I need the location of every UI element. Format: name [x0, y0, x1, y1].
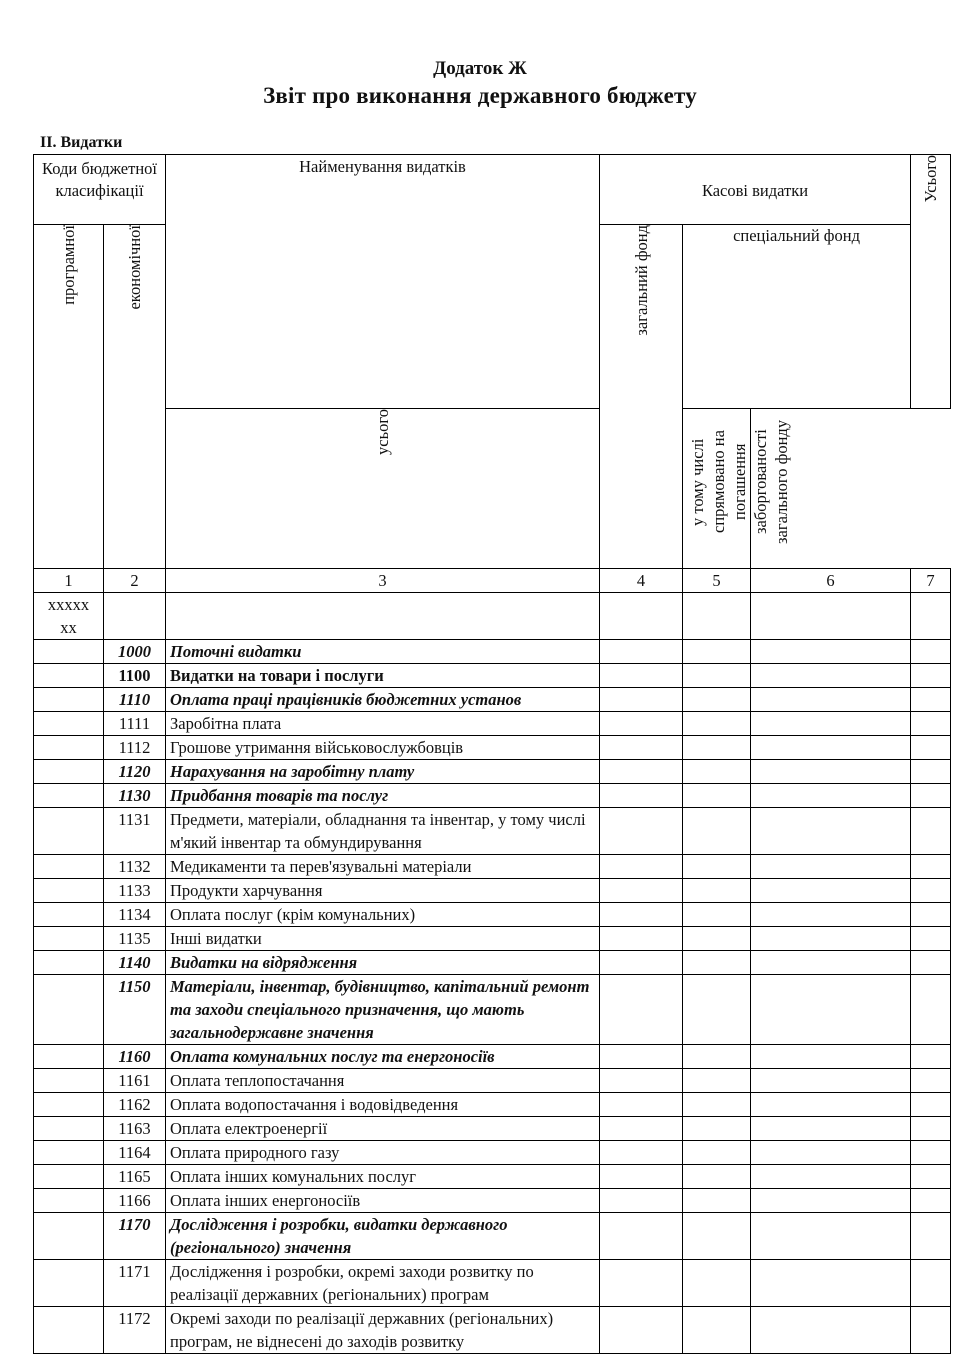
header-codes: Коди бюджетної класифікації — [34, 155, 166, 225]
table-row — [34, 927, 951, 951]
general-fund-cell — [600, 1260, 683, 1307]
special-total-cell — [683, 1093, 751, 1117]
program-code-cell — [34, 927, 104, 951]
general-fund-cell — [600, 784, 683, 808]
table-row — [34, 855, 951, 879]
expense-name-cell: Окремі заходи по реалізації державних (регіональних) програм, не віднесені до заходів розвитку — [166, 1307, 600, 1354]
special-total-cell — [683, 760, 751, 784]
general-fund-cell — [600, 593, 683, 640]
grand-total-cell — [911, 927, 951, 951]
header-special-fund: спеціальний фонд — [683, 225, 911, 409]
table-row — [34, 593, 951, 640]
expense-name-cell: Оплата послуг (крім комунальних) — [166, 903, 600, 927]
general-fund-cell — [600, 879, 683, 903]
expense-name-cell: Оплата природного газу — [166, 1141, 600, 1165]
economic-code-cell: 1150 — [104, 975, 166, 1045]
special-total-cell — [683, 1165, 751, 1189]
special-total-cell — [683, 784, 751, 808]
header-program: програмної — [59, 225, 78, 305]
economic-code-cell: 1133 — [104, 879, 166, 903]
special-debt-cell — [751, 855, 911, 879]
expense-name-cell: Придбання товарів та послуг — [166, 784, 600, 808]
program-code-cell — [34, 975, 104, 1045]
expense-name-cell: Оплата праці працівників бюджетних установ — [166, 688, 600, 712]
table-row — [34, 1045, 951, 1069]
general-fund-cell — [600, 951, 683, 975]
program-code-cell — [34, 688, 104, 712]
program-code-cell — [34, 903, 104, 927]
header-total-cell — [166, 409, 600, 569]
program-code-cell — [34, 1260, 104, 1307]
program-code-cell — [34, 1307, 104, 1354]
economic-code-cell: 1163 — [104, 1117, 166, 1141]
table-row — [34, 1213, 951, 1260]
table-row — [34, 903, 951, 927]
general-fund-cell — [600, 1117, 683, 1141]
program-code-cell — [34, 879, 104, 903]
special-debt-cell — [751, 927, 911, 951]
special-total-cell — [683, 903, 751, 927]
special-debt-cell — [751, 664, 911, 688]
program-code-cell — [34, 640, 104, 664]
col-number: 7 — [911, 569, 951, 593]
program-code-cell — [34, 1093, 104, 1117]
expense-name-cell: Інші видатки — [166, 927, 600, 951]
special-debt-cell — [751, 760, 911, 784]
expense-name-cell: Поточні видатки — [166, 640, 600, 664]
grand-total-cell — [911, 1307, 951, 1354]
col-number: 3 — [166, 569, 600, 593]
table-row — [34, 784, 951, 808]
general-fund-cell — [600, 1307, 683, 1354]
economic-code-cell: 1130 — [104, 784, 166, 808]
expense-name-cell: Оплата інших комунальних послуг — [166, 1165, 600, 1189]
special-total-cell — [683, 1213, 751, 1260]
grand-total-cell — [911, 712, 951, 736]
table-row — [34, 808, 951, 855]
program-code-cell — [34, 855, 104, 879]
special-debt-cell — [751, 1117, 911, 1141]
col-number: 5 — [683, 569, 751, 593]
header-total: усього — [373, 409, 392, 455]
economic-code-cell — [104, 593, 166, 640]
header-program-cell — [34, 225, 104, 569]
special-debt-cell — [751, 688, 911, 712]
program-code-cell — [34, 1189, 104, 1213]
program-code-cell — [34, 784, 104, 808]
special-total-cell — [683, 1189, 751, 1213]
special-debt-cell — [751, 1141, 911, 1165]
special-total-cell — [683, 1045, 751, 1069]
program-code-cell — [34, 808, 104, 855]
grand-total-cell — [911, 903, 951, 927]
special-debt-cell — [751, 808, 911, 855]
special-total-cell — [683, 1117, 751, 1141]
header-grand-total-cell — [911, 155, 951, 409]
expense-name-cell: Видатки на товари і послуги — [166, 664, 600, 688]
table-row — [34, 1260, 951, 1307]
special-total-cell — [683, 855, 751, 879]
special-debt-cell — [751, 1260, 911, 1307]
expense-name-cell: Оплата теплопостачання — [166, 1069, 600, 1093]
special-debt-cell — [751, 975, 911, 1045]
program-code-cell — [34, 712, 104, 736]
general-fund-cell — [600, 1213, 683, 1260]
expense-name-cell: Видатки на відрядження — [166, 951, 600, 975]
general-fund-cell — [600, 903, 683, 927]
table-row — [34, 712, 951, 736]
special-debt-cell — [751, 640, 911, 664]
general-fund-cell — [600, 1165, 683, 1189]
table-row — [34, 1165, 951, 1189]
header-cash: Касові видатки — [600, 155, 911, 225]
table-row — [34, 640, 951, 664]
program-code-cell — [34, 664, 104, 688]
general-fund-cell — [600, 664, 683, 688]
grand-total-cell — [911, 640, 951, 664]
economic-code-cell: 1162 — [104, 1093, 166, 1117]
economic-code-cell: 1111 — [104, 712, 166, 736]
special-total-cell — [683, 736, 751, 760]
special-total-cell — [683, 688, 751, 712]
special-total-cell — [683, 664, 751, 688]
general-fund-cell — [600, 640, 683, 664]
general-fund-cell — [600, 1093, 683, 1117]
expense-name-cell: Оплата інших енергоносіїв — [166, 1189, 600, 1213]
special-total-cell — [683, 640, 751, 664]
economic-code-cell: 1161 — [104, 1069, 166, 1093]
expense-name-cell: Продукти харчування — [166, 879, 600, 903]
expense-name-cell: Дослідження і розробки, видатки державного (регіонального) значення — [166, 1213, 600, 1260]
table-row — [34, 1307, 951, 1354]
special-total-cell — [683, 1260, 751, 1307]
economic-code-cell: 1112 — [104, 736, 166, 760]
general-fund-cell — [600, 927, 683, 951]
expenditure-table — [33, 154, 951, 1354]
table-row — [34, 1069, 951, 1093]
program-code-cell — [34, 1213, 104, 1260]
general-fund-cell — [600, 1069, 683, 1093]
program-code-cell — [34, 1045, 104, 1069]
economic-code-cell: 1166 — [104, 1189, 166, 1213]
table-row — [34, 1117, 951, 1141]
special-debt-cell — [751, 1069, 911, 1093]
special-debt-cell — [751, 903, 911, 927]
header-economic-cell — [104, 225, 166, 569]
grand-total-cell — [911, 855, 951, 879]
header-general-fund: загальний фонд — [631, 225, 651, 336]
general-fund-cell — [600, 808, 683, 855]
economic-code-cell: 1132 — [104, 855, 166, 879]
program-code-cell — [34, 1069, 104, 1093]
special-total-cell — [683, 1307, 751, 1354]
grand-total-cell — [911, 736, 951, 760]
expense-name-cell: Матеріали, інвентар, будівництво, капітальний ремонт та заходи спеціального призначення, що мають загальнодержавне значення — [166, 975, 600, 1045]
economic-code-cell: 1100 — [104, 664, 166, 688]
page-title: Звіт про виконання державного бюджету — [263, 83, 697, 108]
economic-code-cell: 1134 — [104, 903, 166, 927]
grand-total-cell — [911, 808, 951, 855]
header-economic: економічної — [125, 225, 144, 310]
table-row — [34, 760, 951, 784]
economic-code-cell: 1172 — [104, 1307, 166, 1354]
program-code-cell — [34, 1117, 104, 1141]
economic-code-cell: 1165 — [104, 1165, 166, 1189]
special-total-cell — [683, 879, 751, 903]
expense-name-cell: Дослідження і розробки, окремі заходи розвитку по реалізації державних (регіональних) програм — [166, 1260, 600, 1307]
header-special-incl-cell — [683, 409, 791, 569]
expense-name-cell: Медикаменти та перев'язувальні матеріали — [166, 855, 600, 879]
special-debt-cell — [751, 712, 911, 736]
header-general-fund-cell — [600, 225, 683, 569]
special-total-cell — [683, 975, 751, 1045]
special-total-cell — [683, 927, 751, 951]
table-row — [34, 688, 951, 712]
special-debt-cell — [751, 1213, 911, 1260]
special-debt-cell — [751, 1093, 911, 1117]
general-fund-cell — [600, 760, 683, 784]
expense-name-cell: Оплата електроенергії — [166, 1117, 600, 1141]
expense-name-cell — [166, 593, 600, 640]
table-row — [34, 951, 951, 975]
grand-total-cell — [911, 1045, 951, 1069]
general-fund-cell — [600, 1045, 683, 1069]
grand-total-cell — [911, 1260, 951, 1307]
economic-code-cell: 1160 — [104, 1045, 166, 1069]
table-row — [34, 1141, 951, 1165]
special-total-cell — [683, 1069, 751, 1093]
general-fund-cell — [600, 975, 683, 1045]
table-row — [34, 664, 951, 688]
col-number: 6 — [751, 569, 911, 593]
special-debt-cell — [751, 951, 911, 975]
table-row — [34, 1189, 951, 1213]
expense-name-cell: Нарахування на заробітну плату — [166, 760, 600, 784]
grand-total-cell — [911, 593, 951, 640]
table-row — [34, 1093, 951, 1117]
general-fund-cell — [600, 1141, 683, 1165]
table-row — [34, 879, 951, 903]
special-debt-cell — [751, 784, 911, 808]
header-special-incl: у тому числі спрямовано на погашення заборгованості загального фонду — [688, 419, 791, 545]
special-debt-cell — [751, 1165, 911, 1189]
economic-code-cell: 1164 — [104, 1141, 166, 1165]
general-fund-cell — [600, 688, 683, 712]
general-fund-cell — [600, 712, 683, 736]
general-fund-cell — [600, 736, 683, 760]
expense-name-cell: Грошове утримання військовослужбовців — [166, 736, 600, 760]
col-number: 2 — [104, 569, 166, 593]
header-grand-total: Усього — [921, 155, 941, 203]
special-total-cell — [683, 951, 751, 975]
program-code-cell — [34, 1165, 104, 1189]
col-number: 4 — [600, 569, 683, 593]
grand-total-cell — [911, 760, 951, 784]
general-fund-cell — [600, 1189, 683, 1213]
economic-code-cell: 1120 — [104, 760, 166, 784]
program-code-cell — [34, 736, 104, 760]
economic-code-cell: 1135 — [104, 927, 166, 951]
special-debt-cell — [751, 1307, 911, 1354]
grand-total-cell — [911, 1117, 951, 1141]
grand-total-cell — [911, 975, 951, 1045]
special-total-cell — [683, 593, 751, 640]
special-debt-cell — [751, 593, 911, 640]
grand-total-cell — [911, 784, 951, 808]
program-code-cell — [34, 951, 104, 975]
program-code-cell: ххххх хх — [34, 593, 104, 640]
table-row — [34, 736, 951, 760]
general-fund-cell — [600, 855, 683, 879]
economic-code-cell: 1000 — [104, 640, 166, 664]
grand-total-cell — [911, 1213, 951, 1260]
grand-total-cell — [911, 1141, 951, 1165]
economic-code-cell: 1131 — [104, 808, 166, 855]
economic-code-cell: 1171 — [104, 1260, 166, 1307]
special-debt-cell — [751, 1045, 911, 1069]
economic-code-cell: 1170 — [104, 1213, 166, 1260]
grand-total-cell — [911, 688, 951, 712]
program-code-cell — [34, 1141, 104, 1165]
expense-name-cell: Оплата водопостачання і водовідведення — [166, 1093, 600, 1117]
expense-name-cell: Предмети, матеріали, обладнання та інвентар, у тому числі м'який інвентар та обмундирування — [166, 808, 600, 855]
expense-name-cell: Заробітна плата — [166, 712, 600, 736]
grand-total-cell — [911, 951, 951, 975]
special-total-cell — [683, 712, 751, 736]
grand-total-cell — [911, 1165, 951, 1189]
grand-total-cell — [911, 879, 951, 903]
economic-code-cell: 1110 — [104, 688, 166, 712]
special-debt-cell — [751, 1189, 911, 1213]
table-row — [34, 975, 951, 1045]
col-number: 1 — [34, 569, 104, 593]
program-code-cell — [34, 760, 104, 784]
grand-total-cell — [911, 1093, 951, 1117]
special-debt-cell — [751, 879, 911, 903]
grand-total-cell — [911, 1189, 951, 1213]
special-total-cell — [683, 1141, 751, 1165]
appendix-label: Додаток Ж — [433, 58, 527, 79]
special-total-cell — [683, 808, 751, 855]
header-name: Найменування видатків — [166, 155, 600, 409]
grand-total-cell — [911, 1069, 951, 1093]
grand-total-cell — [911, 664, 951, 688]
economic-code-cell: 1140 — [104, 951, 166, 975]
expense-name-cell: Оплата комунальних послуг та енергоносіїв — [166, 1045, 600, 1069]
special-debt-cell — [751, 736, 911, 760]
section-title: II. Видатки — [40, 134, 123, 151]
